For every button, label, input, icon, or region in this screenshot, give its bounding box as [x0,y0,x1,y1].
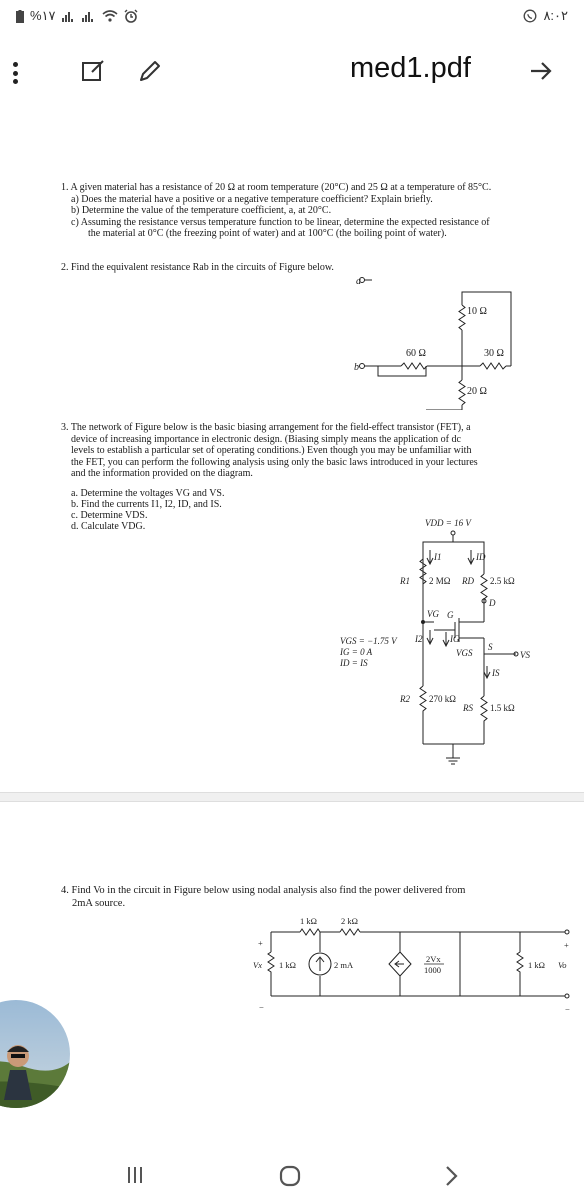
label-10-ohm: 10 Ω [467,306,487,317]
resistor-rd [481,574,487,599]
q1-part-b: b) Determine the value of the temperature coefficient, a, at 20°C. [71,205,332,216]
label-s: S [488,642,493,652]
q3-line1: 3. The network of Figure below is the basic biasing arrangement for the field-effect transistor (FET), a [61,422,471,433]
label-vgs: VGS [456,648,473,658]
q3-line5: and the information provided on the diagram. [71,468,253,479]
share-arrow-icon[interactable] [528,58,554,84]
label-vx: Vx [253,960,262,970]
clock: ٨:٠٢ [543,8,568,23]
q1-part-c1: c) Assuming the resistance versus temperature function to be linear, determine the expected resistance of [71,216,490,228]
question-3 [61,422,537,480]
label-d: D [489,598,496,608]
q3-line3: levels to establish a particular set of operating conditions.) Even though you may be unfamiliar with [71,445,472,456]
label-ig-eq: IG = 0 A [340,647,373,657]
status-bar [0,0,584,32]
label-g: G [447,610,454,620]
resistor-2k [340,929,360,935]
app-bar [0,32,584,112]
label-dep-numerator: 2Vx [426,954,441,964]
q3-part-d: d. Calculate VDG. [71,521,146,532]
q3-part-b: b. Find the currents I1, I2, ID, and IS. [71,499,222,510]
label-r1-value: 2 MΩ [429,576,451,586]
label-vg: VG [427,609,439,619]
resistor-1k-left [268,952,274,996]
label-60-ohm: 60 Ω [406,348,426,359]
status-right [523,8,568,24]
q1-part-a: a) Does the material have a positive or a negative temperature coefficient? Explain briefly. [71,193,433,205]
pdf-page-2 [0,804,584,1124]
label-id-top: ID [476,552,486,562]
q4-line2: 2mA source. [72,898,126,909]
label-20-ohm: 20 Ω [467,386,487,397]
figure-4-circuit [0,916,584,1026]
whatsapp-icon [523,9,537,23]
label-a: a [356,276,361,287]
system-nav-bar [0,1145,584,1200]
battery-icon [16,10,24,23]
resistor-10 [459,305,465,330]
label-vgs-eq: VGS = −1.75 V [340,636,397,646]
more-options-icon[interactable] [10,62,20,84]
label-rd-value: 2.5 kΩ [490,576,515,586]
label-plus-left: + [258,938,263,948]
resistor-rs [481,696,487,744]
q4-line1: 4. Find Vo in the circuit in Figure below using nodal analysis also find the power delivered from [61,885,466,896]
label-plus-right: + [564,940,569,950]
ground-symbol [446,744,460,764]
resistor-60 [401,363,427,369]
q3-line4: the FET, you can perform the following analysis using only the basic laws introduced in your lectures [71,456,478,468]
signal-icon-2 [82,10,96,22]
page-divider [0,792,584,802]
q3-part-a: a. Determine the voltages VG and VS. [71,488,225,499]
signal-icon [62,10,76,22]
edit-document-icon[interactable] [80,58,106,84]
resistor-r2 [420,686,426,744]
q1-part-c2: the material at 0°C (the freezing point of water) and at 100°C (the boiling point of water). [88,228,447,239]
label-minus-right: − [565,1004,570,1014]
figure-3-fet-circuit [0,514,584,774]
label-rs-value: 1.5 kΩ [490,703,515,713]
label-2k: 2 kΩ [341,916,358,926]
label-1k-right: 1 kΩ [528,960,545,970]
label-vo: Vo [558,960,567,970]
battery-percent: %١٧ [30,8,56,23]
label-vdd: VDD = 16 V [425,518,471,528]
label-rs: RS [463,703,473,713]
q3-part-c: c. Determine VDS. [71,510,148,521]
label-r2: R2 [400,694,410,704]
question-4 [61,884,541,910]
wifi-icon [102,10,118,22]
status-left [16,8,138,24]
label-r1: R1 [400,576,410,586]
resistor-30 [480,363,506,369]
pencil-icon[interactable] [137,58,163,84]
label-id-eq: ID = IS [340,658,368,668]
question-2: 2. Find the equivalent resistance Rab in the circuits of Figure below. [61,262,334,273]
label-i1: I1 [434,552,442,562]
resistor-1k-right [517,952,523,996]
resistor-20 [459,380,465,405]
label-1k-series: 1 kΩ [300,916,317,926]
pdf-page-1 [0,112,584,780]
label-ig: IG [450,634,460,644]
label-is: IS [492,668,500,678]
question-1 [61,182,531,240]
label-rd: RD [462,576,474,586]
label-vs: VS [520,650,530,660]
resistor-1k-series [300,929,320,935]
home-icon[interactable] [279,1165,301,1187]
label-30-ohm: 30 Ω [484,348,504,359]
label-dep-denominator: 1000 [424,965,441,975]
terminal-b [360,364,365,369]
q1-line1: 1. A given material has a resistance of 20 Ω at room temperature (20°C) and 25 Ω at a temperature of 85°C. [61,182,492,193]
label-2ma: 2 mA [334,960,354,970]
label-r2-value: 270 kΩ [429,694,456,704]
document-title: med1.pdf [350,52,471,84]
label-minus-left: − [259,1002,264,1012]
label-i2: I2 [415,634,423,644]
recent-apps-icon[interactable] [124,1165,146,1185]
label-b: b [354,362,359,373]
q3-line2: device of increasing importance in electronic design. (Biasing simply means the application of dc [71,433,461,445]
figure-2-circuit [0,270,584,410]
alarm-icon [124,9,138,23]
back-icon[interactable] [444,1165,460,1187]
label-1k-left: 1 kΩ [279,960,296,970]
